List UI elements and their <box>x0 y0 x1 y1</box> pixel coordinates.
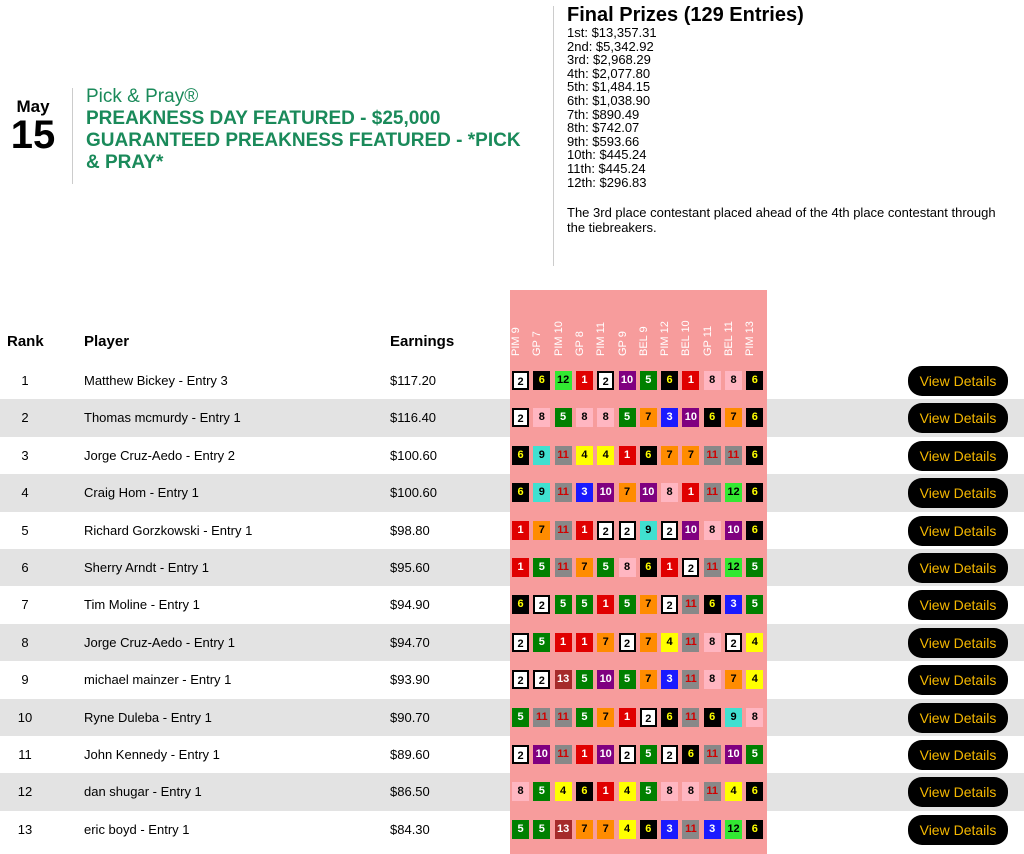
pick-badge: 11 <box>555 558 572 577</box>
player-name: eric boyd - Entry 1 <box>84 821 190 837</box>
pick-badge: 2 <box>597 521 614 540</box>
pick-badge: 10 <box>640 483 657 502</box>
pick-badge: 6 <box>512 595 529 614</box>
pick-badge: 7 <box>640 633 657 652</box>
pick-badge: 5 <box>576 670 593 689</box>
player-name: michael mainzer - Entry 1 <box>84 672 232 688</box>
pick-badge: 11 <box>555 483 572 502</box>
pick-badge: 8 <box>533 408 550 427</box>
final-prizes <box>567 4 1017 235</box>
rank-cell: 1 <box>21 373 29 388</box>
pick-badge: 1 <box>576 371 593 390</box>
earnings-cell: $95.60 <box>390 559 430 575</box>
pick-badge: 6 <box>704 595 721 614</box>
view-details-button[interactable]: View Details <box>908 403 1008 433</box>
rank-cell: 4 <box>21 485 29 501</box>
pick-badge: 2 <box>512 371 529 390</box>
view-details-button[interactable]: View Details <box>908 516 1008 546</box>
table-row <box>0 586 1024 623</box>
pick-badge: 2 <box>661 745 678 764</box>
earnings-cell: $93.90 <box>390 672 430 688</box>
pick-badge: 4 <box>619 820 636 839</box>
pick-badge: 2 <box>512 633 529 652</box>
pick-badge: 10 <box>597 745 614 764</box>
rank-cell: 13 <box>17 821 33 837</box>
pick-badge: 8 <box>576 408 593 427</box>
pick-badge: 1 <box>682 483 699 502</box>
pick-badge: 1 <box>597 595 614 614</box>
earnings-cell: $90.70 <box>390 709 430 725</box>
race-header: BEL 9 <box>637 326 650 356</box>
pick-badge: 6 <box>704 408 721 427</box>
pick-badge: 6 <box>661 371 678 390</box>
pick-badge: 3 <box>725 595 742 614</box>
pick-badge: 1 <box>597 782 614 801</box>
date-day: 15 <box>10 113 56 157</box>
pick-badge: 1 <box>576 521 593 540</box>
picks-cell <box>510 362 767 399</box>
earnings-cell: $98.80 <box>390 522 430 538</box>
pick-badge: 8 <box>661 782 678 801</box>
pick-badge: 6 <box>533 371 550 390</box>
pick-badge: 11 <box>682 595 699 614</box>
pick-badge: 2 <box>597 371 614 390</box>
pick-badge: 5 <box>512 708 529 727</box>
pick-badge: 2 <box>512 670 529 689</box>
pick-badge: 6 <box>746 521 763 540</box>
pick-badge: 4 <box>661 633 678 652</box>
pick-badge: 6 <box>746 446 763 465</box>
prize-item: 7th: $890.49 <box>567 106 640 122</box>
race-header: PIM 12 <box>659 321 672 356</box>
table-row <box>0 661 1024 698</box>
pick-badge: 6 <box>640 446 657 465</box>
pick-badge: 12 <box>725 483 742 502</box>
pick-badge: 6 <box>704 708 721 727</box>
pick-badge: 9 <box>725 708 742 727</box>
pick-badge: 11 <box>682 670 699 689</box>
earnings-cell: $86.50 <box>390 784 430 800</box>
earnings-cell: $100.60 <box>390 485 437 501</box>
race-header: PIM 11 <box>595 321 608 356</box>
pick-badge: 5 <box>619 595 636 614</box>
pick-badge: 7 <box>533 521 550 540</box>
player-name: Sherry Arndt - Entry 1 <box>84 559 209 575</box>
pick-badge: 4 <box>619 782 636 801</box>
table-row <box>0 474 1024 511</box>
pick-badge: 3 <box>661 820 678 839</box>
pick-badge: 2 <box>661 521 678 540</box>
table-row <box>0 736 1024 773</box>
prize-list <box>567 26 1017 189</box>
prize-item: 12th: $296.83 <box>567 174 647 190</box>
pick-badge: 5 <box>576 595 593 614</box>
earnings-cell: $89.60 <box>390 746 430 762</box>
pick-badge: 8 <box>746 708 763 727</box>
table-row <box>0 512 1024 549</box>
pick-badge: 6 <box>512 483 529 502</box>
table-row <box>0 362 1024 399</box>
earnings-cell: $84.30 <box>390 821 430 837</box>
earnings-cell: $94.70 <box>390 634 430 650</box>
pick-badge: 2 <box>533 670 550 689</box>
pick-badge: 9 <box>533 446 550 465</box>
pick-badge: 8 <box>597 408 614 427</box>
pick-badge: 11 <box>555 745 572 764</box>
race-header: BEL 11 <box>723 321 735 356</box>
pick-badge: 8 <box>704 670 721 689</box>
view-details-button[interactable]: View Details <box>908 703 1008 733</box>
pick-badge: 5 <box>746 558 763 577</box>
pick-badge: 1 <box>682 371 699 390</box>
player-header: Player <box>84 333 130 350</box>
picks-cell <box>510 399 767 436</box>
pick-badge: 4 <box>576 446 593 465</box>
picks-cell <box>510 624 767 661</box>
player-name: John Kennedy - Entry 1 <box>84 746 220 762</box>
pick-badge: 6 <box>640 820 657 839</box>
view-details-button[interactable]: View Details <box>908 478 1008 508</box>
pick-badge: 11 <box>555 446 572 465</box>
pick-badge: 7 <box>597 708 614 727</box>
pick-badge: 12 <box>725 820 742 839</box>
pick-badge: 11 <box>704 446 721 465</box>
view-details-button[interactable]: View Details <box>908 366 1008 396</box>
contest-date <box>8 97 58 157</box>
pick-badge: 7 <box>640 595 657 614</box>
pick-badge: 5 <box>746 745 763 764</box>
pick-badge: 7 <box>619 483 636 502</box>
rank-cell: 12 <box>17 784 33 800</box>
pick-badge: 5 <box>555 595 572 614</box>
rank-cell: 5 <box>21 522 29 538</box>
contest-name: PREAKNESS DAY FEATURED - $25,000 GUARANTEED PREAKNESS FEATURED - *PICK & PRAY* <box>86 108 521 173</box>
pick-badge: 1 <box>661 558 678 577</box>
date-month: May <box>16 97 50 116</box>
view-details-button[interactable]: View Details <box>908 740 1008 770</box>
pick-badge: 6 <box>746 483 763 502</box>
pick-badge: 7 <box>597 633 614 652</box>
pick-badge: 7 <box>597 820 614 839</box>
pick-badge: 6 <box>746 782 763 801</box>
pick-badge: 4 <box>597 446 614 465</box>
pick-badge: 10 <box>682 521 699 540</box>
pick-badge: 3 <box>576 483 593 502</box>
earnings-cell: $100.60 <box>390 447 437 463</box>
table-row <box>0 399 1024 436</box>
pick-badge: 8 <box>661 483 678 502</box>
pick-badge: 6 <box>746 820 763 839</box>
tiebreak-note: The 3rd place contestant placed ahead of the 4th place contestant through the tiebreakers. <box>567 205 996 236</box>
prize-item: 5th: $1,484.15 <box>567 79 651 95</box>
pick-badge: 2 <box>512 408 529 427</box>
player-name: Craig Hom - Entry 1 <box>84 485 199 501</box>
race-header: GP 8 <box>573 331 586 356</box>
prizes-title: Final Prizes (129 Entries) <box>567 4 804 26</box>
contest-brand: Pick & Pray® <box>86 86 199 107</box>
player-name: Matthew Bickey - Entry 3 <box>84 373 228 388</box>
pick-badge: 11 <box>555 521 572 540</box>
pick-badge: 6 <box>746 408 763 427</box>
pick-badge: 1 <box>576 633 593 652</box>
pick-badge: 1 <box>619 708 636 727</box>
view-details-button[interactable]: View Details <box>908 590 1008 620</box>
player-name: Tim Moline - Entry 1 <box>84 597 200 613</box>
picks-cell <box>510 699 767 736</box>
pick-badge: 4 <box>725 782 742 801</box>
pick-badge: 11 <box>704 483 721 502</box>
rank-cell: 11 <box>18 746 32 762</box>
pick-badge: 10 <box>682 408 699 427</box>
rank-cell: 6 <box>21 559 29 575</box>
player-name: Jorge Cruz-Aedo - Entry 2 <box>84 447 236 463</box>
pick-badge: 5 <box>533 633 550 652</box>
race-header: PIM 13 <box>744 321 757 356</box>
divider <box>72 88 73 184</box>
picks-cell <box>510 736 767 773</box>
view-details-button[interactable]: View Details <box>908 628 1008 658</box>
pick-badge: 2 <box>512 745 529 764</box>
picks-cell <box>510 661 767 698</box>
pick-badge: 2 <box>619 745 636 764</box>
pick-badge: 6 <box>512 446 529 465</box>
rank-cell: 3 <box>21 447 29 463</box>
pick-badge: 11 <box>704 745 721 764</box>
rank-cell: 9 <box>21 672 29 688</box>
pick-badge: 1 <box>576 745 593 764</box>
pick-badge: 13 <box>555 820 572 839</box>
race-header: GP 11 <box>701 325 714 356</box>
pick-badge: 8 <box>619 558 636 577</box>
rank-cell: 8 <box>21 634 29 650</box>
pick-badge: 12 <box>555 371 572 390</box>
pick-badge: 2 <box>619 521 636 540</box>
prize-item: 11th: $445.24 <box>567 160 646 176</box>
pick-badge: 6 <box>661 708 678 727</box>
pick-badge: 11 <box>555 708 572 727</box>
earnings-cell: $116.40 <box>390 410 437 426</box>
pick-badge: 5 <box>555 408 572 427</box>
pick-badge: 3 <box>661 408 678 427</box>
player-name: Ryne Duleba - Entry 1 <box>84 709 212 725</box>
prize-item: 10th: $445.24 <box>567 147 647 163</box>
table-row <box>0 549 1024 586</box>
rank-cell: 7 <box>21 597 29 613</box>
pick-badge: 7 <box>725 408 742 427</box>
divider <box>553 6 554 266</box>
pick-badge: 9 <box>640 521 657 540</box>
prize-item: 2nd: $5,342.92 <box>567 38 654 54</box>
view-details-button[interactable]: View Details <box>908 777 1008 807</box>
table-row <box>0 437 1024 474</box>
pick-badge: 11 <box>704 558 721 577</box>
pick-badge: 12 <box>725 558 742 577</box>
pick-badge: 3 <box>661 670 678 689</box>
pick-badge: 6 <box>682 745 699 764</box>
pick-badge: 10 <box>725 745 742 764</box>
pick-badge: 13 <box>555 670 572 689</box>
pick-badge: 10 <box>597 670 614 689</box>
player-name: dan shugar - Entry 1 <box>84 784 202 800</box>
pick-badge: 11 <box>704 782 721 801</box>
pick-badge: 10 <box>725 521 742 540</box>
pick-badge: 2 <box>661 595 678 614</box>
pick-badge: 10 <box>619 371 636 390</box>
table-row <box>0 699 1024 736</box>
player-name: Richard Gorzkowski - Entry 1 <box>84 522 253 538</box>
earnings-cell: $117.20 <box>390 373 437 388</box>
earnings-cell: $94.90 <box>390 597 430 613</box>
contest-header <box>86 86 526 174</box>
pick-badge: 11 <box>682 708 699 727</box>
prize-item: 1st: $13,357.31 <box>567 25 657 40</box>
pick-badge: 10 <box>533 745 550 764</box>
picks-cell <box>510 773 767 810</box>
race-header: PIM 10 <box>552 321 565 356</box>
pick-badge: 8 <box>704 521 721 540</box>
rank-cell: 10 <box>17 709 33 725</box>
pick-badge: 2 <box>725 633 742 652</box>
race-header: BEL 10 <box>680 320 693 356</box>
leaderboard <box>0 362 1024 848</box>
pick-badge: 5 <box>597 558 614 577</box>
picks-cell <box>510 437 767 474</box>
pick-badge: 6 <box>576 782 593 801</box>
pick-badge: 11 <box>682 820 699 839</box>
table-row <box>0 773 1024 810</box>
pick-badge: 7 <box>725 670 742 689</box>
pick-badge: 5 <box>746 595 763 614</box>
pick-badge: 2 <box>640 708 657 727</box>
pick-badge: 5 <box>640 371 657 390</box>
pick-badge: 2 <box>682 558 699 577</box>
pick-badge: 10 <box>597 483 614 502</box>
view-details-button[interactable]: View Details <box>908 665 1008 695</box>
prize-item: 6th: $1,038.90 <box>567 92 651 108</box>
pick-badge: 8 <box>682 782 699 801</box>
pick-badge: 8 <box>704 371 721 390</box>
pick-badge: 7 <box>576 820 593 839</box>
pick-badge: 1 <box>555 633 572 652</box>
prize-item: 9th: $593.66 <box>567 133 640 149</box>
table-row <box>0 624 1024 661</box>
view-details-button[interactable]: View Details <box>908 441 1008 471</box>
picks-cell <box>510 811 767 848</box>
race-header: GP 9 <box>616 331 629 356</box>
view-details-button[interactable]: View Details <box>908 553 1008 583</box>
player-name: Thomas mcmurdy - Entry 1 <box>84 410 241 426</box>
pick-badge: 11 <box>682 633 699 652</box>
pick-badge: 7 <box>661 446 678 465</box>
earnings-header: Earnings <box>390 333 455 350</box>
prize-item: 8th: $742.07 <box>567 120 640 136</box>
pick-badge: 5 <box>533 820 550 839</box>
pick-badge: 1 <box>512 521 529 540</box>
pick-badge: 7 <box>640 670 657 689</box>
pick-badge: 1 <box>512 558 529 577</box>
player-name: Jorge Cruz-Aedo - Entry 1 <box>84 634 236 650</box>
pick-badge: 8 <box>725 371 742 390</box>
pick-badge: 1 <box>619 446 636 465</box>
pick-badge: 7 <box>576 558 593 577</box>
pick-badge: 5 <box>640 745 657 764</box>
pick-badge: 8 <box>512 782 529 801</box>
pick-badge: 6 <box>746 371 763 390</box>
pick-badge: 5 <box>512 820 529 839</box>
pick-badge: 8 <box>704 633 721 652</box>
pick-badge: 11 <box>533 708 550 727</box>
pick-badge: 6 <box>640 558 657 577</box>
pick-badge: 3 <box>704 820 721 839</box>
picks-cell <box>510 512 767 549</box>
pick-badge: 5 <box>619 408 636 427</box>
picks-cell <box>510 474 767 511</box>
pick-badge: 5 <box>576 708 593 727</box>
rank-header: Rank <box>7 333 44 350</box>
table-row <box>0 811 1024 848</box>
pick-badge: 4 <box>555 782 572 801</box>
view-details-button[interactable]: View Details <box>908 815 1008 845</box>
race-header: PIM 9 <box>510 327 522 356</box>
rank-cell: 2 <box>21 410 29 426</box>
pick-badge: 5 <box>533 558 550 577</box>
picks-cell <box>510 586 767 623</box>
pick-badge: 9 <box>533 483 550 502</box>
pick-badge: 5 <box>640 782 657 801</box>
race-header: GP 7 <box>531 331 544 356</box>
pick-badge: 2 <box>533 595 550 614</box>
pick-badge: 11 <box>725 446 742 465</box>
pick-badge: 4 <box>746 633 763 652</box>
prize-item: 4th: $2,077.80 <box>567 65 651 81</box>
pick-badge: 2 <box>619 633 636 652</box>
pick-badge: 5 <box>533 782 550 801</box>
pick-badge: 7 <box>682 446 699 465</box>
race-headers <box>510 296 767 356</box>
pick-badge: 4 <box>746 670 763 689</box>
prize-item: 3rd: $2,968.29 <box>567 52 651 68</box>
picks-cell <box>510 549 767 586</box>
pick-badge: 7 <box>640 408 657 427</box>
pick-badge: 5 <box>619 670 636 689</box>
